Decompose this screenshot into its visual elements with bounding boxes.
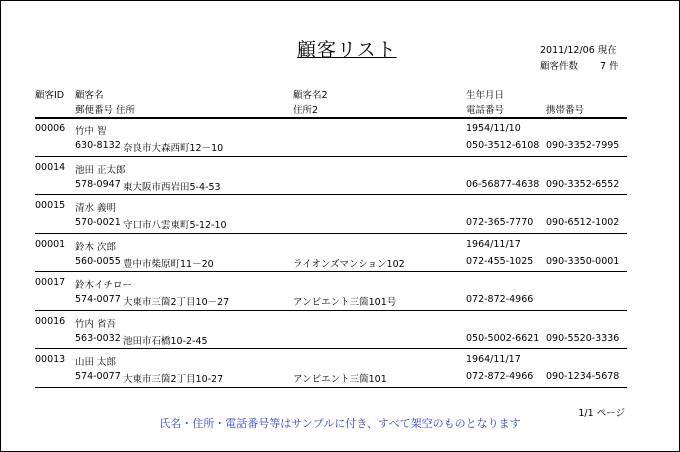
customer-zip: 570-0021 (75, 217, 121, 228)
col-header-id: 顧客ID (35, 90, 65, 101)
customer-phone: 050-3512-6108 (466, 140, 540, 151)
customer-birth: 1954/11/10 (466, 123, 521, 134)
customer-address: 奈良市大森西町12－10 (123, 143, 224, 154)
customer-address2: アンビエント三箇101号 (293, 297, 397, 308)
customer-name: 竹中 智 (75, 126, 107, 137)
customer-count-value: 7 件 (600, 61, 619, 72)
customer-mobile: 090-1234-5678 (546, 371, 620, 382)
customer-address: 池田市石橋10-2-45 (123, 335, 208, 347)
col-header-name: 顧客名 (75, 90, 104, 101)
col-header-zip-addr: 郵便番号 住所 (75, 105, 136, 116)
customer-id: 00017 (35, 277, 66, 288)
customer-count-label: 顧客件数 (540, 61, 579, 72)
customer-id: 00006 (35, 123, 66, 134)
customer-birth: 1964/11/17 (466, 354, 521, 365)
customer-address2: アンビエント三箇101 (293, 374, 387, 385)
customer-address: 東大阪市西岩田5-4-53 (123, 181, 221, 193)
customer-phone: 072-872-4966 (466, 294, 534, 305)
col-header-phone: 電話番号 (466, 105, 505, 116)
page-info: 1/1 ページ (578, 408, 625, 419)
customer-phone: 072-455-1025 (466, 255, 534, 267)
customer-name: 清水 義明 (75, 203, 117, 214)
customer-zip: 578-0947 (75, 178, 121, 190)
customer-birth: 1964/11/17 (466, 238, 521, 250)
customer-phone: 06-56877-4638 (466, 178, 540, 190)
footer-note: 氏名・住所・電話番号等はサンプルに付き、すべて架空のものとなります (159, 417, 521, 430)
customer-name: 鈴木イチロー (75, 280, 133, 291)
row-divider (35, 387, 627, 388)
customer-address: 大東市三箇2丁目10-27 (123, 374, 224, 385)
customer-phone: 050-5002-6621 (466, 332, 540, 344)
customer-phone: 072-872-4966 (466, 371, 534, 382)
customer-zip: 560-0055 (75, 255, 121, 267)
col-header-addr2: 住所2 (293, 105, 319, 116)
customer-mobile: 090-5520-3336 (546, 332, 620, 344)
customer-address: 豊中市柴原町11－20 (123, 258, 214, 270)
col-header-birth: 生年月日 (466, 90, 505, 101)
customer-address: 守口市八雲東町5-12-10 (123, 220, 227, 231)
customer-zip: 630-8132 (75, 140, 121, 151)
customer-zip: 574-0077 (75, 371, 121, 382)
customer-id: 00014 (35, 161, 66, 173)
customer-address: 大東市三箇2丁目10－27 (123, 297, 230, 308)
row-divider (35, 310, 627, 311)
customer-name: 池田 正太郎 (75, 164, 126, 176)
customer-id: 00001 (35, 238, 66, 250)
row-divider (35, 194, 627, 195)
row-divider (35, 271, 627, 272)
customer-mobile: 090-3352-6552 (546, 178, 620, 190)
customer-zip: 574-0077 (75, 294, 121, 305)
header-rule (35, 117, 627, 119)
row-divider (35, 156, 627, 157)
customer-id: 00016 (35, 315, 66, 327)
row-divider (35, 233, 627, 234)
report-title: 顧客リスト (297, 39, 397, 61)
customer-name: 山田 太郎 (75, 357, 117, 368)
customer-phone: 072-365-7770 (466, 217, 534, 228)
report-date: 2011/12/06 現在 (540, 45, 617, 56)
customer-name: 鈴木 次郎 (75, 241, 117, 253)
customer-zip: 563-0032 (75, 332, 121, 344)
customer-mobile: 090-3352-7995 (546, 140, 620, 151)
col-header-name2: 顧客名2 (293, 90, 328, 101)
col-header-mobile: 携帯番号 (546, 105, 585, 116)
customer-mobile: 090-3350-0001 (546, 255, 620, 267)
customer-address2: ライオンズマンション102 (293, 258, 405, 270)
customer-name: 竹内 省吾 (75, 318, 117, 330)
customer-id: 00013 (35, 354, 66, 365)
customer-mobile: 090-6512-1002 (546, 217, 620, 228)
row-divider (35, 348, 627, 349)
customer-id: 00015 (35, 200, 66, 211)
